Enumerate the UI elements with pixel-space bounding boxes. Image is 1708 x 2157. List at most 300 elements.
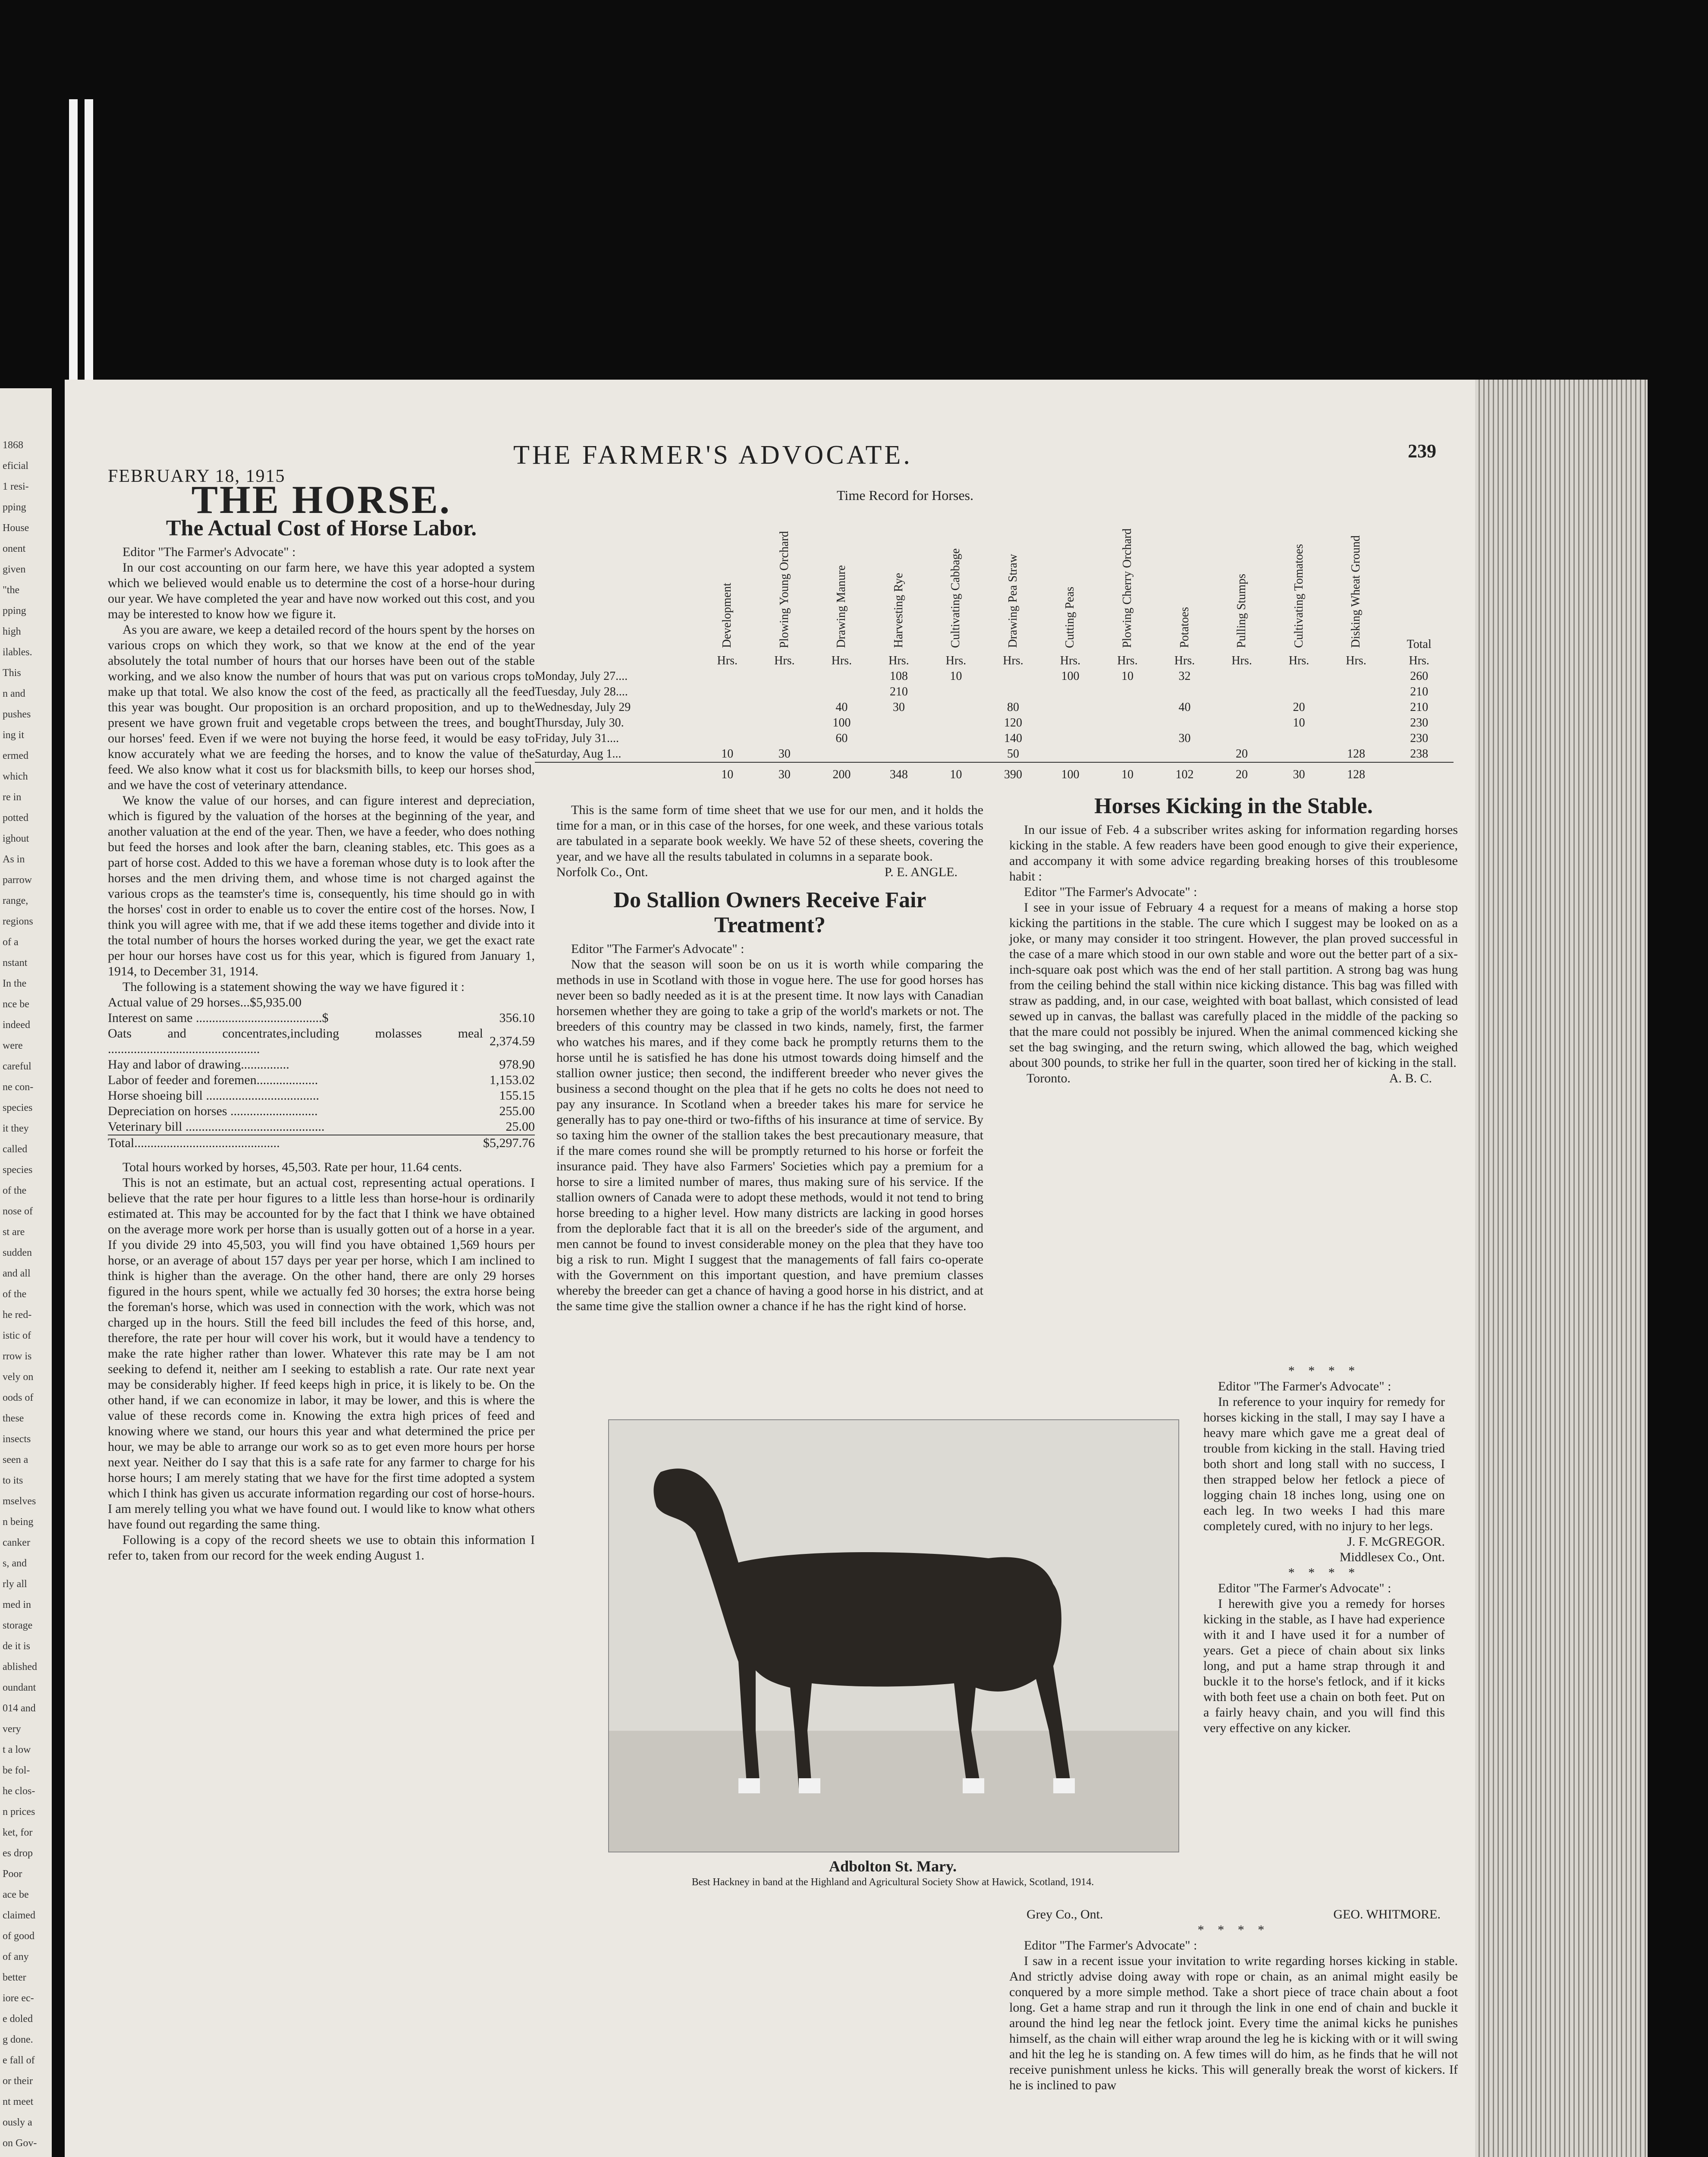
paragraph: This is the same form of time sheet that we use for our men, and it holds the time for a man, or in this case of the horses, for one week, and these various totals are tabulated in a separate book weekly. We have 52 of these sheets, covering the year, and we have all the results tabulated in columns in a separate book. — [556, 803, 983, 864]
margin-fragment: of any — [3, 1951, 29, 1962]
column-header — [813, 509, 870, 651]
margin-fragment: of the — [3, 1289, 27, 1300]
section-title: THE HORSE. — [191, 478, 452, 522]
table-cell — [1042, 731, 1099, 746]
margin-fragment: oundant — [3, 1682, 36, 1693]
paragraph: In reference to your inquiry for remedy for horses kicking in the stall, I may say I have a heavy mare which gave me a great deal of trouble from kicking in the stall. Having tried both short and long stall with no success, I then strapped below her fetlock a piece of logging chain 18 inches long, using one on each leg. In two weeks I had this mare completely cured, with no injury to her legs. — [1203, 1395, 1445, 1533]
table-cell — [927, 731, 985, 746]
table-cell: 30 — [778, 747, 791, 761]
editor-line: Editor "The Farmer's Advocate" : — [1024, 885, 1197, 899]
total-cell: 30 — [1270, 762, 1328, 783]
unit-cell: Hrs. — [945, 654, 967, 667]
table-cell — [1328, 669, 1385, 684]
total-label: Total............................................. — [108, 1135, 483, 1151]
margin-fragment: storage — [3, 1620, 33, 1631]
location: Grey Co., Ont. — [1027, 1907, 1103, 1921]
table-cell — [1270, 731, 1328, 746]
letter-body-top — [1203, 1596, 1445, 1769]
table-cell: 230 — [1410, 716, 1429, 729]
margin-fragment: nt meet — [3, 2096, 34, 2107]
table-cell — [870, 731, 928, 746]
photo-caption-subtitle: Best Hackney in band at the Highland and Agricultural Society Show at Hawick, Scotland, 1914. — [691, 1877, 1094, 1888]
margin-fragment: t a low — [3, 1744, 31, 1755]
margin-fragment: st are — [3, 1226, 25, 1238]
expense-table — [108, 995, 535, 1151]
unit-cell: Hrs. — [1060, 654, 1081, 667]
margin-fragment: ket, for — [3, 1827, 33, 1838]
margin-fragment: "the — [3, 585, 20, 596]
margin-fragment: pping — [3, 605, 26, 616]
separator-stars: * * * * — [1288, 1566, 1360, 1580]
unit-cell: Hrs. — [1231, 654, 1252, 667]
table-cell — [1156, 684, 1213, 700]
margin-fragment: oods of — [3, 1392, 34, 1403]
table-cell — [1156, 746, 1213, 762]
article-body-top — [556, 957, 983, 1313]
expense-row — [108, 1088, 535, 1104]
margin-fragment: insects — [3, 1434, 31, 1445]
table-cell — [699, 731, 756, 746]
table-cell: 230 — [1410, 732, 1429, 745]
margin-fragment: ace be — [3, 1889, 29, 1900]
unit-cell: Hrs. — [717, 654, 738, 667]
margin-fragment: g done. — [3, 2034, 33, 2045]
table-cell: 10 — [1121, 670, 1133, 683]
expense-value: 356.10 — [499, 1011, 535, 1025]
table-cell — [699, 715, 756, 731]
signature-line — [1009, 1071, 1458, 1086]
unit-cell: Hrs. — [831, 654, 852, 667]
unit-cell: Hrs. — [1346, 654, 1366, 667]
page-number: 239 — [1408, 440, 1436, 462]
margin-fragment: s, and — [3, 1558, 27, 1569]
margin-fragment: Poor — [3, 1868, 22, 1880]
paragraph: Now that the season will soon be on us it is worth while comparing the methods in use in Scotland with those in vogue here. The use for good horses has never been so badly needed as it is at the present time. It now lays with Canadian horsemen whether they are going to take a grip of the world's markets or not. The breeders of this country may be classed in two kinds, namely, first, the farmer who watches his mares, and if they come back he promptly returns them to the horse until he is satisfied he has done his utmost towards doing himself and the stallion owner justice; then second, the indifferent breeder who never gives the business a second thought on the plea that if he gets no colts he does not need to pay any insurance. In Scotland when a breeder takes his mare for service he generally has to pay one-third or two-fifths of his insurance at time of service. By so taxing him the owner of the stallion takes the best precautionary measure, that if the mare comes round she will be promptly returned to his horse or forfeit the insurance paid. They have also Farmers' Societies which pay a premium for a horse to sire a limited number of mares, thus making sure of his service. If the stallion owners of Canada were to adopt these methods, would it not tend to bring horse breeding to a higher level. How many districts are lacking in good horses from the deplorable fact that it is all on the breeder's side of the argument, and men cannot be found to invest considerable money on the plea that they have too big a risk to run. Might I suggest that the managements of fall fairs co-operate with the Government on this important question, and have premium classes whereby the breeder can get a chance of having a good horse in his district, and at the same time give the stallion owner a chance if he has the right kind of horse. — [556, 957, 983, 1313]
margin-fragment: iore ec- — [3, 1993, 34, 2004]
expense-label: Horse shoeing bill ................................... — [108, 1088, 319, 1103]
table-cell: 210 — [1410, 701, 1429, 714]
margin-fragment: re in — [3, 792, 22, 803]
expense-label: Hay and labor of drawing............... — [108, 1057, 289, 1072]
expense-value: 255.00 — [499, 1104, 535, 1118]
table-cell: 100 — [832, 716, 851, 729]
table-cell: 210 — [889, 685, 908, 698]
margin-fragment: called — [3, 1144, 28, 1155]
table-cell — [1213, 731, 1271, 746]
signature: A. B. C. — [1389, 1071, 1432, 1085]
margin-fragment: be fol- — [3, 1765, 30, 1776]
total-cell: 348 — [870, 762, 928, 783]
margin-fragment: seen a — [3, 1454, 28, 1465]
margin-fragment: of a — [3, 937, 19, 948]
column-header — [1099, 509, 1156, 651]
signature-line — [1009, 1907, 1458, 1922]
expense-label: Depreciation on horses ........................... — [108, 1104, 318, 1118]
paragraph: In our issue of Feb. 4 a subscriber writes asking for information regarding horses kicking in the stable. A few readers have been good enough to give their experience, and accompany it with some advice regarding breaking horses of this troublesome habit : — [1009, 823, 1458, 884]
time-record-table — [535, 509, 1454, 783]
margin-fragment: de it is — [3, 1641, 30, 1652]
column-header-text: Cutting Peas — [1063, 586, 1077, 648]
table-cell — [1213, 700, 1271, 715]
expense-value: 978.90 — [499, 1057, 535, 1072]
table-cell — [813, 669, 870, 684]
table-cell: 20 — [1236, 747, 1248, 761]
margin-fragment: of the — [3, 1185, 27, 1196]
column-header-text: Total — [1407, 638, 1432, 651]
margin-fragment: indeed — [3, 1019, 30, 1031]
table-cell — [699, 669, 756, 684]
time-record-title: Time Record for Horses. — [837, 487, 973, 503]
margin-fragment: ously a — [3, 2117, 32, 2128]
column-header-text: Development — [720, 583, 734, 648]
margin-fragment: pushes — [3, 709, 31, 720]
column-header-text: Disking Wheat Ground — [1349, 535, 1363, 648]
margin-fragment: n being — [3, 1516, 34, 1528]
table-cell: 128 — [1347, 747, 1366, 761]
paragraph: Following is a copy of the record sheets we use to obtain this information I refer to, taken from our record for the week ending August 1. — [108, 1533, 535, 1563]
margin-fragment: In the — [3, 978, 27, 989]
table-cell — [1042, 746, 1099, 762]
location: Middlesex Co., Ont. — [1339, 1550, 1445, 1564]
table-cell — [1099, 746, 1156, 762]
table-cell — [1270, 669, 1328, 684]
column-header-text: Plowing Cherry Orchard — [1120, 528, 1134, 648]
totals-row — [535, 762, 1454, 783]
table-cell: 120 — [1004, 716, 1022, 729]
total-cell: 10 — [699, 762, 756, 783]
previous-page-strip — [0, 388, 52, 2157]
expense-row — [108, 1119, 535, 1135]
table-cell — [1042, 700, 1099, 715]
table-cell: 30 — [892, 701, 905, 714]
editor-line: Editor "The Farmer's Advocate" : — [122, 545, 296, 559]
editor-line: Editor "The Farmer's Advocate" : — [1024, 1938, 1197, 1953]
margin-fragment: better — [3, 1972, 26, 1983]
paragraph: The following is a statement showing the way we have figured it : — [122, 980, 465, 994]
column-2-continued — [556, 1907, 983, 2157]
margin-fragment: med in — [3, 1599, 31, 1610]
page-stack-edge — [1475, 380, 1648, 2157]
table-cell — [1099, 700, 1156, 715]
margin-fragment: of good — [3, 1931, 35, 1942]
column-header-text: Potatoes — [1177, 607, 1191, 648]
day-label: Friday, July 31.... — [535, 732, 619, 745]
expense-row — [108, 1010, 535, 1026]
total-cell: 20 — [1213, 762, 1271, 783]
margin-fragment: 014 and — [3, 1703, 36, 1714]
margin-fragment: eficial — [3, 460, 28, 472]
total-cell: 30 — [756, 762, 813, 783]
margin-fragment: these — [3, 1413, 24, 1424]
column-header — [1156, 509, 1213, 651]
unit-cell: Hrs. — [1409, 654, 1429, 667]
expense-total-row — [108, 1135, 535, 1151]
table-cell: 140 — [1004, 732, 1022, 745]
editor-line: Editor "The Farmer's Advocate" : — [1218, 1581, 1391, 1595]
margin-fragment: and all — [3, 1268, 31, 1279]
margin-fragment: ing it — [3, 729, 25, 741]
column-header — [985, 509, 1042, 651]
table-cell — [927, 700, 985, 715]
article-title: The Actual Cost of Horse Labor. — [166, 516, 477, 541]
margin-fragment: nose of — [3, 1206, 33, 1217]
column-header — [1042, 509, 1099, 651]
table-cell: 260 — [1410, 670, 1429, 683]
table-cell — [756, 731, 813, 746]
units-row — [535, 651, 1454, 669]
paragraph: I see in your issue of February 4 a request for a means of making a horse stop kicking the partitions in the stable. The cure which I suggest may be looked on as a joke, or many may consider it too stringent. However, the plan proved successful in the case of a mare which stood in our own stable and wore out the better part of a six-inch-square oak post which was the end of her stall partition. A strong bag was hung from the ceiling behind the stall within nice kicking distance. This bag was filled with straw as padding, and, in our case, weighted with boat ballast, which consisted of lead sewed up in canvas, the ballast was carefully placed in the middle of the packing so that the mare could not possibly be injured. When the animal commenced kicking she set the bag swinging, and the return swing, which allowed the bag, which weighed about 300 pounds, to strike her full in the quarter, soon tired her of kicking in the stall. — [1009, 900, 1458, 1070]
expense-row — [108, 1057, 535, 1072]
editor-line: Editor "The Farmer's Advocate" : — [1218, 1379, 1391, 1393]
table-cell — [1042, 684, 1099, 700]
margin-fragment: species — [3, 1164, 33, 1176]
location: Toronto. — [1027, 1071, 1071, 1085]
photo-caption-title: Adbolton St. Mary. — [829, 1858, 957, 1875]
column-header — [1270, 509, 1328, 651]
margin-fragment: As in — [3, 854, 25, 865]
margin-fragment: it they — [3, 1123, 29, 1134]
table-cell — [1213, 715, 1271, 731]
expense-value — [483, 995, 535, 1010]
expense-value: 25.00 — [505, 1119, 535, 1134]
expense-row — [108, 1072, 535, 1088]
table-row — [535, 684, 1454, 700]
margin-fragment: canker — [3, 1537, 30, 1548]
total-cell: 10 — [1099, 762, 1156, 783]
expense-label: Veterinary bill ........................................... — [108, 1119, 325, 1134]
separator-stars: * * * * — [1288, 1364, 1360, 1378]
expense-label: Interest on same .......................................$ — [108, 1011, 329, 1025]
table-cell — [813, 746, 870, 762]
table-cell — [756, 669, 813, 684]
table-cell: 50 — [1007, 747, 1019, 761]
margin-fragment: ighout — [3, 833, 29, 844]
table-cell: 30 — [1178, 732, 1191, 745]
table-cell — [927, 715, 985, 731]
unit-cell: Hrs. — [1288, 654, 1309, 667]
column-header-text: Drawing Manure — [835, 565, 848, 648]
margin-fragment: he clos- — [3, 1786, 35, 1797]
signature: J. F. McGREGOR. — [1347, 1534, 1445, 1549]
table-cell: 80 — [1007, 701, 1019, 714]
column-header — [1385, 509, 1454, 651]
article-title: Horses Kicking in the Stable. — [1094, 794, 1373, 818]
column-2 — [556, 802, 983, 1313]
total-cell — [1385, 762, 1454, 783]
margin-fragment: to its — [3, 1475, 23, 1486]
table-cell — [1328, 700, 1385, 715]
header-title: THE FARMER'S ADVOCATE. — [513, 440, 913, 470]
table-cell — [1042, 715, 1099, 731]
unit-cell: Hrs. — [889, 654, 909, 667]
margin-fragment: range, — [3, 895, 28, 906]
margin-fragment: he red- — [3, 1309, 32, 1321]
table-cell — [813, 684, 870, 700]
margin-fragment: ilables. — [3, 647, 32, 658]
table-row — [535, 700, 1454, 715]
margin-fragment: sudden — [3, 1247, 32, 1258]
margin-fragment: ermed — [3, 750, 28, 761]
expense-row — [108, 1104, 535, 1119]
table-cell — [756, 700, 813, 715]
column-header-text: Cultivating Cabbage — [949, 548, 963, 648]
table-cell: 20 — [1293, 701, 1305, 714]
total-cell: 200 — [813, 762, 870, 783]
column-header — [870, 509, 928, 651]
table-cell: 10 — [950, 670, 962, 683]
total-cell: 10 — [927, 762, 985, 783]
unit-cell: Hrs. — [1003, 654, 1024, 667]
separator-stars: * * * * — [1197, 1923, 1270, 1937]
table-cell — [1099, 715, 1156, 731]
table-cell: 32 — [1178, 670, 1191, 683]
table-cell: 238 — [1410, 747, 1429, 761]
column-header — [1213, 509, 1271, 651]
signature-line — [556, 865, 983, 880]
paragraph: This is not an estimate, but an actual cost, representing actual operations. I believe that the rate per hour figures to a little less than horse-hour is ordinarily estimated at. This may be accounted for by the fact that I think we have obtained on the average more work per horse than is usually gotten out of a horse in a year. If you divide 29 into 45,503, you will find you have obtained 1,569 hours per horse, or an average of about 157 days per year per horse, which I am inclined to think is higher than the average. On the other hand, there are only 29 horses figured in the hours spent, while we actually fed 30 horses; the extra horse being the foreman's horse, which was used in connection with the work, which was not charged up in the hours. Still the feed bill includes the feed of this horse, and, therefore, the rate per hour will cover his work, but it would have a tendency to make the rate higher rather than lower. Whatever this rate may be I am not seeking to defend it, neither am I seeking to establish a rate. Our rate next year may be considerably higher. If feed keeps high in price, it is likely to be. On the other hand, if we can economize in labor, it may be lower, and this is where the value of these records come in. Knowing the extra high prices of feed and knowing where we stand, our hours this year and what determined the price per hour, we may be able to arrange our work so as to get even more hours per horse next year. Neither do I say that this is a safe rate for any farmer to charge for his horse hours; I am merely stating that we have for the first time adopted a system which I think has given us accurate information regarding our cost of horse-hours. I am merely telling you what we have found out. I would like to know what others have found out regarding the same thing. — [108, 1176, 535, 1531]
margin-fragment: claimed — [3, 1910, 35, 1921]
table-cell — [1328, 684, 1385, 700]
margin-fragment: 1868 — [3, 440, 23, 451]
unit-cell: Hrs. — [1174, 654, 1195, 667]
margin-fragment: onent — [3, 543, 26, 554]
margin-fragment: regions — [3, 916, 33, 927]
expense-label: Actual value of 29 horses...$5,935.00 — [108, 995, 302, 1009]
table-cell — [985, 684, 1042, 700]
total-value: $5,297.76 — [483, 1136, 535, 1150]
unit-cell: Hrs. — [1117, 654, 1138, 667]
expense-value: 1,153.02 — [490, 1073, 535, 1087]
table-cell — [870, 746, 928, 762]
margin-fragment: pping — [3, 502, 26, 513]
article-title: Do Stallion Owners Receive Fair Treatment? — [613, 888, 926, 937]
table-cell — [927, 684, 985, 700]
column-header — [927, 509, 985, 651]
margin-fragment: n prices — [3, 1806, 35, 1817]
paragraph: Total hours worked by horses, 45,503. Rate per hour, 11.64 cents. — [122, 1160, 462, 1174]
expense-row — [108, 995, 535, 1010]
paragraph: As you are aware, we keep a detailed record of the hours spent by the horses on various crops on which they work, so that we know at the end of the year absolutely the total number of hours that our horses have been out of the stable working, and we also know the number of hours that was put on various crops to make up that total. We also know the cost of the feed, as practically all the feed this year was bought. Our proposition is an orchard proposition, and up to the present we have grown fruit and vegetable crops between the trees, and bought our horses' feed. Even if we were not buying the horse feed, it would be easy to know accurately what we are feeding the horses, and to know the value of the feed. We also know what it cost us for blacksmith bills, to keep our horses shod, and we have the cost of veterinary attendance. — [108, 623, 535, 792]
column-3-continued — [1009, 1907, 1458, 2093]
table-cell — [1270, 746, 1328, 762]
column-header-text: Cultivating Tomatoes — [1292, 544, 1306, 648]
table-cell — [870, 715, 928, 731]
table-cell — [1099, 731, 1156, 746]
margin-fragment: mselves — [3, 1496, 36, 1507]
margin-fragment: es drop — [3, 1848, 33, 1859]
paragraph: We know the value of our horses, and can figure interest and depreciation, which is figured by the valuation of the horses at the beginning of the year, and another valuation at the end of the year. Then, we have a feeder, who does nothing but feed the horses and look after the barn, cleaning stables, etc. This goes as a part of horse cost. Added to this we have a foreman whose duty is to look after the horses and the men driving them, and whose time is not charged against the various crops as the teamster's time is, consequently, his time should go in with the horses' cost in order to enable us to cover the entire cost of the horses. Now, I think you will agree with me, that if we add these items together and divide into it the total number of hours the horses worked during the year, we get the exact rate per hour our horses have cost us for this year, which is figured from January 1, 1914, to December 31, 1914. — [108, 793, 535, 978]
editor-line: Editor "The Farmer's Advocate" : — [571, 942, 744, 956]
table-cell — [1213, 669, 1271, 684]
column-header-text: Harvesting Rye — [892, 573, 905, 648]
total-cell: 390 — [985, 762, 1042, 783]
column-header-text: Plowing Young Orchard — [777, 531, 791, 648]
table-cell: 10 — [721, 747, 734, 761]
day-label: Thursday, July 30. — [535, 716, 624, 729]
column-header — [1328, 509, 1385, 651]
table-row — [535, 746, 1454, 762]
signature: GEO. WHITMORE. — [1333, 1907, 1441, 1921]
column-header-text: Drawing Pea Straw — [1006, 554, 1020, 648]
column-1 — [108, 478, 535, 1563]
margin-fragment: or their — [3, 2075, 33, 2087]
table-cell — [756, 684, 813, 700]
table-cell — [1328, 731, 1385, 746]
column-3 — [1009, 794, 1458, 1086]
table-cell — [699, 684, 756, 700]
margin-fragment: House — [3, 522, 29, 534]
table-cell — [1270, 684, 1328, 700]
table-cell — [1156, 715, 1213, 731]
table-cell: 100 — [1061, 670, 1080, 683]
table-cell: 210 — [1410, 685, 1429, 698]
expense-value: 2,374.59 — [490, 1034, 535, 1048]
table-cell — [756, 715, 813, 731]
margin-fragment: parrow — [3, 874, 32, 886]
table-cell — [1213, 684, 1271, 700]
margin-fragment: given — [3, 564, 26, 575]
day-label: Saturday, Aug 1... — [535, 747, 622, 761]
paragraph: I saw in a recent issue your invitation to write regarding horses kicking in stable. And strictly advise doing away with rope or chain, as an animal might easily be conquered by a more simple method. Take a short piece of trace chain about a foot long. Get a hame strap and run it through the link in one end of chain and buckle it around the hind leg near the fetlock joint. Every time the animal kicks he punishes himself, as the chain will either wrap around the leg he is kicking with or it will swing and hit the leg he is standing on. A few times will do him, as he finds that he will not receive punishment unless he kicks. This will generally break the worst of kickers. If he is inclined to paw — [1009, 1954, 1458, 2092]
table-cell: 108 — [889, 670, 908, 683]
margin-fragment: nce be — [3, 999, 29, 1010]
signature: P. E. ANGLE. — [884, 865, 958, 879]
table-cell — [985, 669, 1042, 684]
margin-fragment: on Gov- — [3, 2138, 37, 2149]
total-cell: 100 — [1042, 762, 1099, 783]
column-3-narrow — [1203, 1363, 1445, 1769]
column-header — [699, 509, 756, 651]
margin-fragment: high — [3, 626, 21, 637]
table-cell — [927, 746, 985, 762]
margin-fragment: 1 resi- — [3, 481, 29, 492]
expense-value: 155.15 — [499, 1088, 535, 1103]
expense-row — [108, 1026, 535, 1057]
table-cell: 40 — [1178, 701, 1191, 714]
margin-fragment: e doled — [3, 2013, 33, 2025]
expense-label: Labor of feeder and foremen................... — [108, 1073, 318, 1087]
table-cell: 40 — [835, 701, 848, 714]
margin-fragment: rrow is — [3, 1351, 32, 1362]
table-cell — [699, 700, 756, 715]
margin-fragment: This — [3, 667, 21, 679]
horse-photo — [608, 1419, 1179, 1852]
table-cell — [1328, 715, 1385, 731]
total-cell: 102 — [1156, 762, 1213, 783]
day-label: Wednesday, July 29 — [535, 701, 631, 714]
margin-fragment: potted — [3, 812, 28, 824]
margin-fragment: very — [3, 1723, 21, 1735]
margin-fragment: which — [3, 771, 28, 782]
horse-illustration — [609, 1420, 1178, 1852]
column-header-text: Pulling Stumps — [1235, 574, 1249, 648]
margin-fragment: n and — [3, 688, 25, 699]
margin-fragment: vely on — [3, 1371, 34, 1383]
margin-fragment: ablished — [3, 1661, 37, 1673]
margin-fragment: careful — [3, 1061, 31, 1072]
table-cell: 60 — [835, 732, 848, 745]
day-label: Monday, July 27.... — [535, 670, 628, 683]
expense-label: Oats and concentrates,including molasses meal ............................................... — [108, 1026, 483, 1056]
margin-fragment: rly all — [3, 1578, 27, 1590]
location: Norfolk Co., Ont. — [556, 865, 648, 879]
table-cell — [1099, 684, 1156, 700]
table-row — [535, 715, 1454, 731]
margin-fragment: were — [3, 1040, 23, 1051]
header-date: FEBRUARY 18, 1915 — [108, 466, 286, 486]
table-row — [535, 669, 1454, 684]
table-row — [535, 731, 1454, 746]
